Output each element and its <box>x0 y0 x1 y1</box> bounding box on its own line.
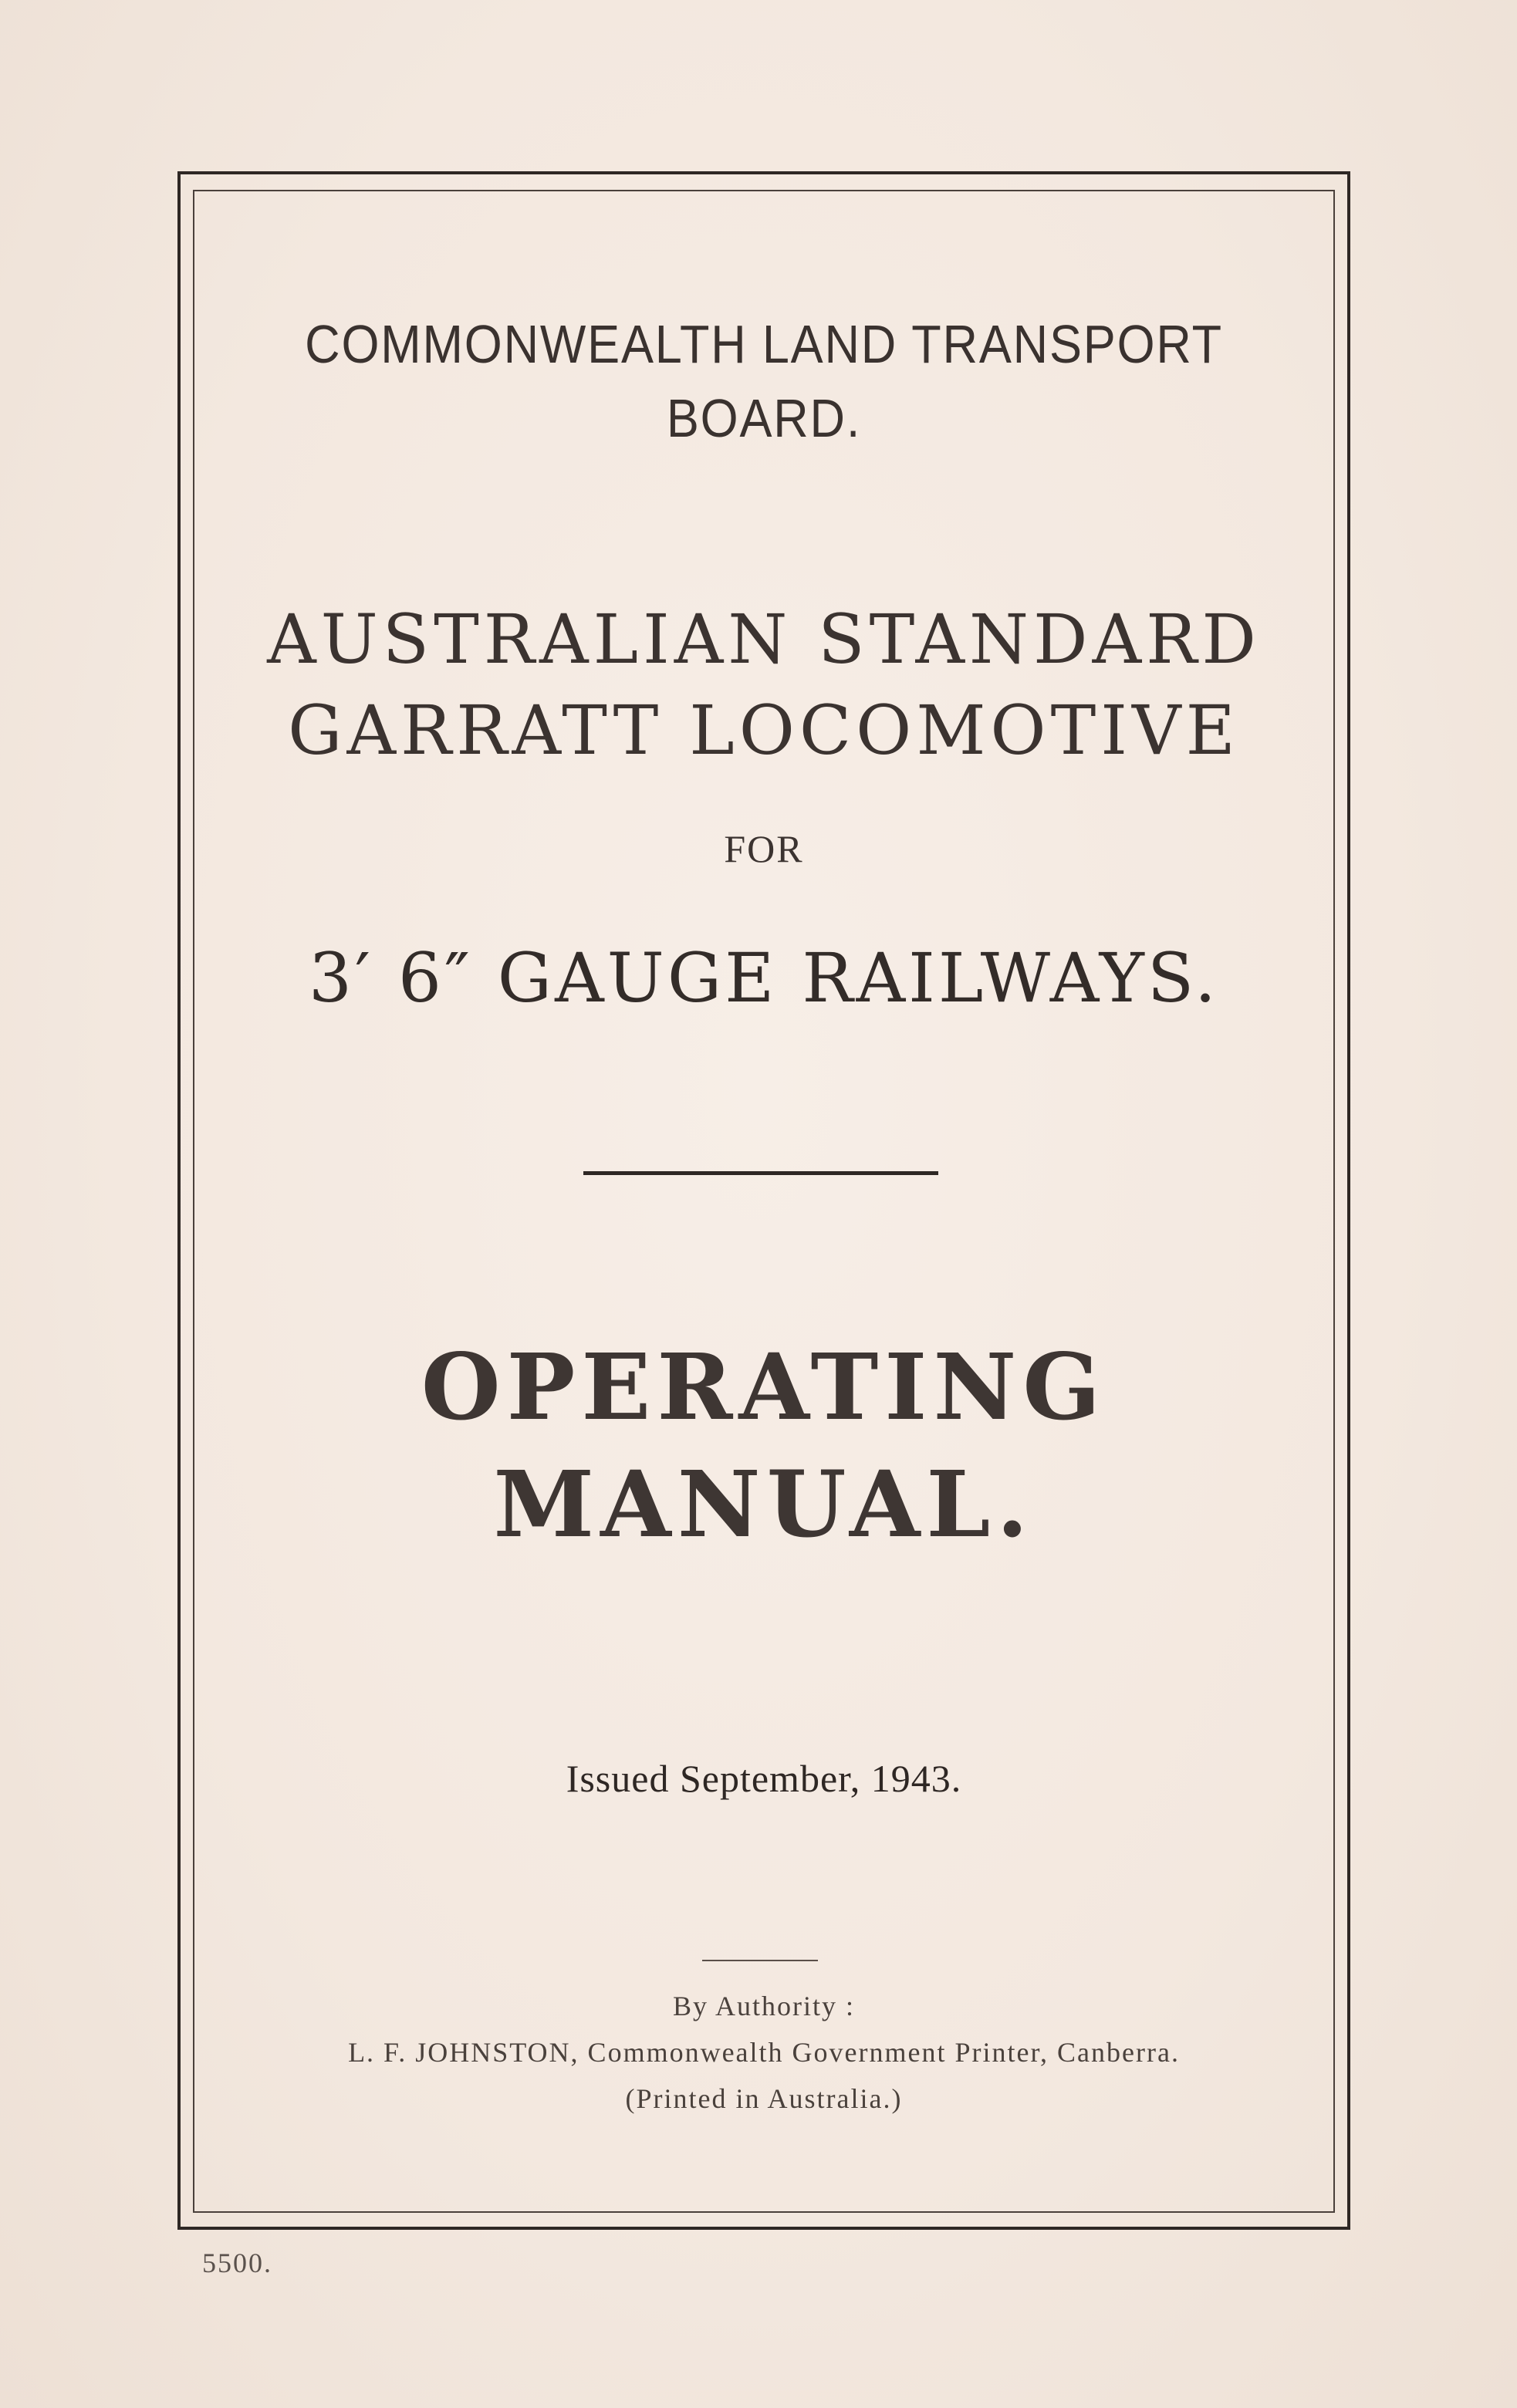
printer-imprint <box>193 1983 1335 2122</box>
manual-heading <box>193 1329 1335 1563</box>
manual-heading-line-1: OPERATING <box>421 1333 1107 1440</box>
issue-date: Issued September, 1943. <box>566 1757 962 1800</box>
imprint-rule <box>702 1960 818 1961</box>
imprint-line-3: (Printed in Australia.) <box>625 2083 903 2114</box>
issuing-body <box>250 307 1278 455</box>
issuing-body-line-1: COMMONWEALTH LAND TRANSPORT <box>305 314 1223 374</box>
document-title-line-2: GARRATT LOCOMOTIVE <box>288 691 1240 770</box>
manual-heading-line-2: MANUAL. <box>493 1451 1035 1558</box>
divider-rule <box>583 1171 938 1175</box>
title-connector: FOR <box>724 827 804 870</box>
issuing-body-line-2: BOARD. <box>666 388 862 448</box>
print-run-number: 5500. <box>202 2248 272 2278</box>
gauge-subtitle: 3′ 6″ GAUGE RAILWAYS. <box>309 938 1219 1018</box>
inner-border <box>193 190 1335 2213</box>
imprint-line-1: By Authority : <box>672 1991 856 2021</box>
imprint-line-2: L. F. JOHNSTON, Commonwealth Government Printer, Canberra. <box>348 2037 1180 2068</box>
document-title-line-1: AUSTRALIAN STANDARD <box>267 599 1261 679</box>
document-title <box>193 594 1335 776</box>
